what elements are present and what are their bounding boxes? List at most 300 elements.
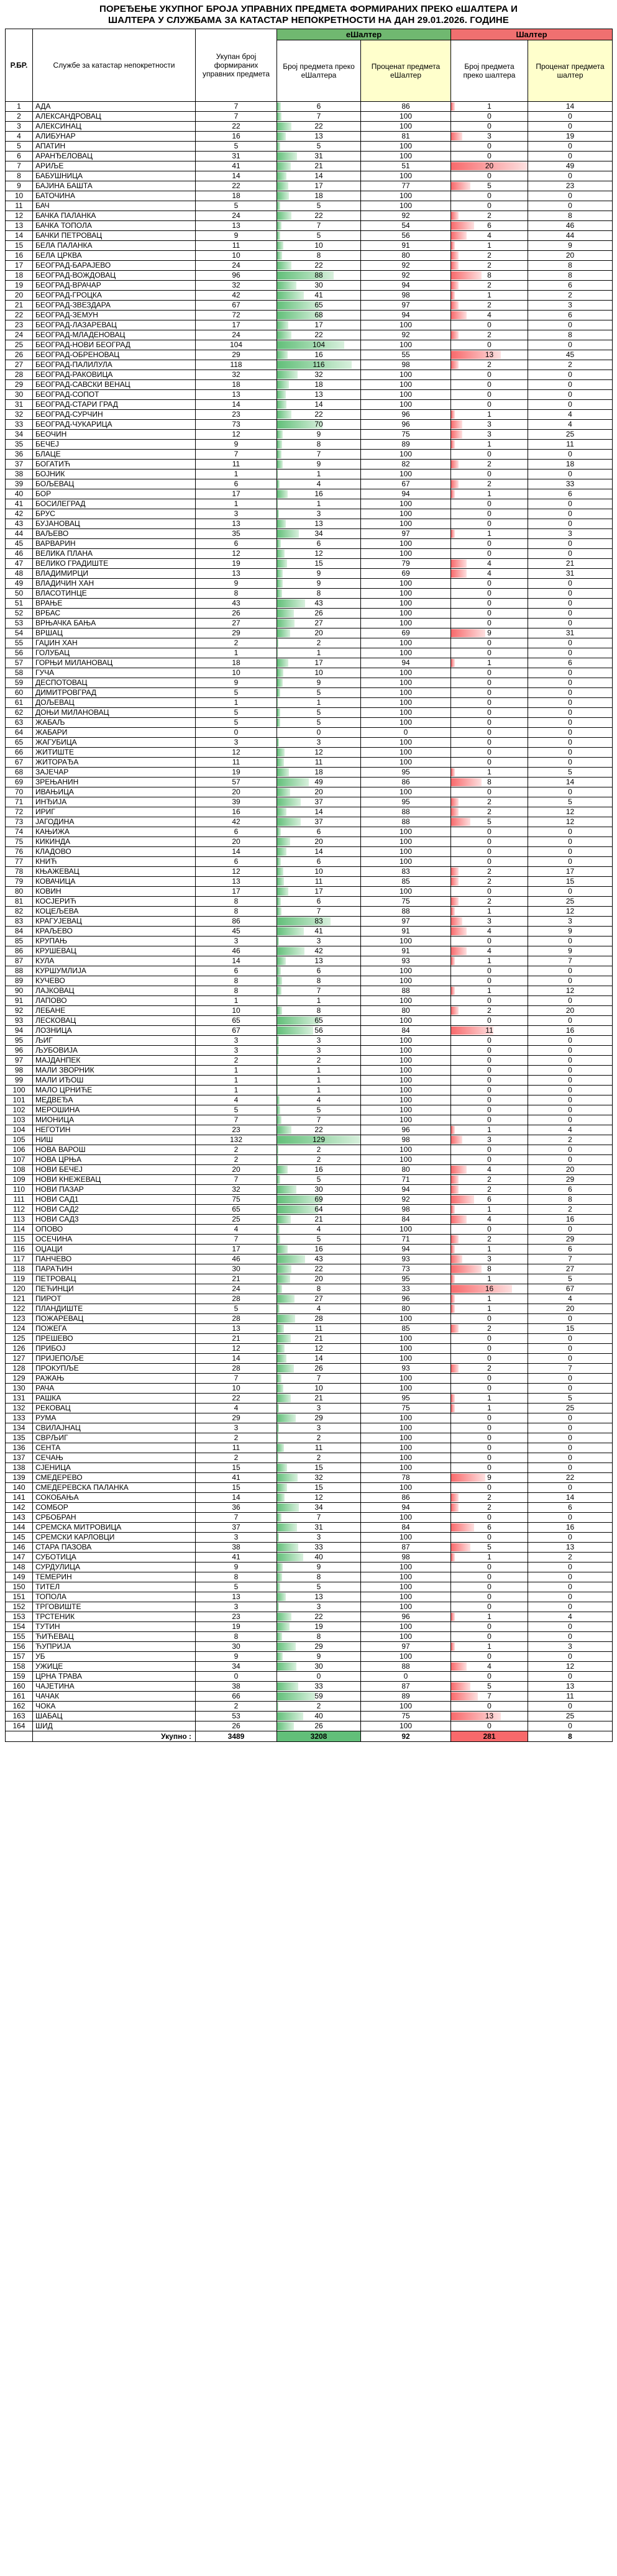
table-row [6,102,613,112]
eshalter-count-value: 9 [316,569,321,578]
shalter-percent: 12 [528,807,613,817]
shalter-percent: 0 [528,171,613,181]
eshalter-percent: 51 [361,161,451,171]
shalter-count [451,350,528,360]
row-number: 26 [6,350,33,360]
shalter-count [451,1503,528,1513]
total-count: 42 [196,817,277,827]
eshalter-count-value: 32 [314,370,323,379]
row-number: 74 [6,827,33,837]
row-number: 67 [6,758,33,768]
eshalter-count [277,1294,361,1304]
eshalter-count-value: 22 [314,211,323,220]
shalter-count-value: 0 [487,390,491,399]
service-name: НОВИ САД1 [33,1195,196,1205]
row-number: 128 [6,1364,33,1374]
row-number: 38 [6,469,33,479]
shalter-count [451,937,528,946]
shalter-count-value: 0 [487,1721,491,1730]
row-number: 131 [6,1394,33,1404]
total-count: 12 [196,1344,277,1354]
total-count: 11 [196,460,277,469]
shalter-count [451,1523,528,1533]
service-name: БОЈНИК [33,469,196,479]
total-count: 10 [196,251,277,261]
service-name: МАЛО ЦРНИЋЕ [33,1086,196,1095]
eshalter-percent: 97 [361,301,451,311]
total-count: 36 [196,1503,277,1513]
row-number: 133 [6,1413,33,1423]
shalter-percent: 15 [528,1324,613,1334]
shalter-count [451,1692,528,1702]
eshalter-count-value: 1 [316,499,321,508]
eshalter-count [277,1334,361,1344]
shalter-count [451,718,528,728]
total-count: 39 [196,797,277,807]
eshalter-count [277,966,361,976]
table-row [6,1066,613,1076]
eshalter-count-value: 83 [314,917,323,925]
total-count: 5 [196,1304,277,1314]
shalter-count [451,489,528,499]
eshalter-percent: 100 [361,758,451,768]
shalter-count [451,927,528,937]
shalter-count-value: 0 [487,1562,491,1571]
shalter-count-value: 3 [487,430,491,438]
table-row [6,748,613,758]
row-number: 156 [6,1642,33,1652]
shalter-count [451,509,528,519]
shalter-percent: 0 [528,599,613,609]
total-count: 23 [196,1612,277,1622]
shalter-count [451,161,528,171]
shalter-count [451,1115,528,1125]
row-number: 23 [6,320,33,330]
shalter-count [451,877,528,887]
eshalter-count [277,1254,361,1264]
eshalter-percent: 91 [361,241,451,251]
shalter-percent: 0 [528,1115,613,1125]
eshalter-percent: 54 [361,221,451,231]
table-row [6,360,613,370]
row-number: 122 [6,1304,33,1314]
total-count: 3 [196,1046,277,1056]
eshalter-percent: 100 [361,450,451,460]
eshalter-count [277,648,361,658]
total-count: 24 [196,1284,277,1294]
eshalter-percent: 80 [361,251,451,261]
shalter-percent: 0 [528,1533,613,1543]
eshalter-count [277,132,361,142]
shalter-percent: 6 [528,658,613,668]
table-row [6,1622,613,1632]
shalter-count [451,768,528,778]
shalter-percent: 0 [528,1056,613,1066]
service-name: ЉУБОВИЈА [33,1046,196,1056]
shalter-percent: 0 [528,678,613,688]
shalter-count [451,311,528,320]
eshalter-count-value: 14 [314,1354,323,1363]
shalter-count-value: 3 [487,917,491,925]
service-name: БЕОГРАД-ОБРЕНОВАЦ [33,350,196,360]
eshalter-count [277,1523,361,1533]
eshalter-percent: 89 [361,440,451,450]
total-count: 29 [196,350,277,360]
eshalter-count-value: 29 [314,1413,323,1422]
eshalter-percent: 100 [361,887,451,897]
eshalter-count [277,1105,361,1115]
table-header [6,29,613,102]
service-name: ЛЕБАНЕ [33,1006,196,1016]
eshalter-percent: 0 [361,1672,451,1682]
eshalter-percent: 78 [361,1473,451,1483]
shalter-percent: 0 [528,1334,613,1344]
eshalter-percent: 93 [361,1254,451,1264]
shalter-count-value: 0 [487,1086,491,1094]
table-row [6,1245,613,1254]
eshalter-count-value: 3 [316,1046,321,1054]
eshalter-count-value: 8 [316,1006,321,1015]
shalter-count-value: 2 [487,1493,491,1502]
total-count: 21 [196,1274,277,1284]
shalter-count [451,817,528,827]
row-number: 63 [6,718,33,728]
row-number: 10 [6,191,33,201]
eshalter-count [277,330,361,340]
row-number: 36 [6,450,33,460]
eshalter-count [277,271,361,281]
eshalter-percent: 100 [361,320,451,330]
eshalter-count-value: 2 [316,1702,321,1710]
shalter-percent: 6 [528,1503,613,1513]
total-count: 2 [196,1145,277,1155]
table-row [6,1483,613,1493]
shalter-count-value: 1 [487,956,491,965]
shalter-count-value: 0 [487,698,491,707]
eshalter-count [277,1612,361,1622]
eshalter-count-value: 0 [316,1672,321,1680]
eshalter-percent: 55 [361,350,451,360]
shalter-count-value: 2 [487,330,491,339]
total-count: 1 [196,698,277,708]
shalter-count-value: 1 [487,1553,491,1561]
row-number: 160 [6,1682,33,1692]
eshalter-count [277,1642,361,1652]
total-count: 1 [196,499,277,509]
table-row [6,1672,613,1682]
eshalter-percent: 100 [361,966,451,976]
service-name: БОЉЕВАЦ [33,479,196,489]
eshalter-percent: 75 [361,430,451,440]
table-row [6,1135,613,1145]
row-number: 6 [6,152,33,161]
eshalter-count [277,152,361,161]
shalter-count-value: 1 [487,291,491,299]
eshalter-count [277,1235,361,1245]
shalter-count-value: 0 [487,1463,491,1472]
eshalter-percent: 100 [361,469,451,479]
table-row [6,370,613,380]
eshalter-percent: 87 [361,1543,451,1553]
service-name: ПАРАЋИН [33,1264,196,1274]
total-count: 23 [196,410,277,420]
shalter-count [451,1076,528,1086]
shalter-count-value: 0 [487,708,491,717]
eshalter-percent: 95 [361,768,451,778]
eshalter-count [277,420,361,430]
table-row [6,1264,613,1274]
service-name: КЛАДОВО [33,847,196,857]
eshalter-percent: 100 [361,976,451,986]
shalter-count-value: 3 [487,420,491,429]
shalter-count-value: 0 [487,1602,491,1611]
eshalter-count-value: 13 [314,390,323,399]
eshalter-count-value: 64 [314,1205,323,1213]
eshalter-percent: 92 [361,271,451,281]
eshalter-percent: 100 [361,1056,451,1066]
service-name: БУЈАНОВАЦ [33,519,196,529]
eshalter-count [277,231,361,241]
eshalter-count-value: 22 [314,1264,323,1273]
eshalter-count-value: 40 [314,1553,323,1561]
shalter-count-value: 2 [487,797,491,806]
table-row [6,837,613,847]
eshalter-count [277,400,361,410]
shalter-count [451,1642,528,1652]
shalter-count [451,320,528,330]
table-row [6,877,613,887]
table-row [6,1125,613,1135]
eshalter-count-value: 7 [316,1115,321,1124]
service-name: РАЖАЊ [33,1374,196,1384]
shalter-percent: 0 [528,142,613,152]
table-row [6,1503,613,1513]
eshalter-count-value: 9 [316,1562,321,1571]
total-count: 2 [196,1056,277,1066]
service-name: БОСИЛЕГРАД [33,499,196,509]
total-count: 18 [196,380,277,390]
eshalter-count-value: 3 [316,1602,321,1611]
eshalter-count-value: 1 [316,1076,321,1084]
table-row [6,1473,613,1483]
service-name: СЕНТА [33,1443,196,1453]
eshalter-percent: 100 [361,519,451,529]
eshalter-percent: 71 [361,1235,451,1245]
shalter-count-value: 1 [487,1205,491,1213]
row-number: 45 [6,539,33,549]
shalter-count [451,996,528,1006]
eshalter-percent: 100 [361,1145,451,1155]
shalter-count-value: 0 [487,191,491,200]
service-name: КУЧЕВО [33,976,196,986]
total-count: 9 [196,678,277,688]
shalter-percent: 8 [528,330,613,340]
row-number: 2 [6,112,33,122]
table-row [6,658,613,668]
row-number: 46 [6,549,33,559]
shalter-count-value: 4 [487,559,491,568]
table-row [6,142,613,152]
shalter-count-value: 1 [487,768,491,776]
service-name: МАЈДАНПЕК [33,1056,196,1066]
service-name: ГАЏИН ХАН [33,638,196,648]
table-row [6,171,613,181]
total-count: 53 [196,1712,277,1721]
shalter-count-value: 0 [487,1652,491,1661]
eshalter-count [277,748,361,758]
eshalter-count [277,1443,361,1453]
shalter-count [451,738,528,748]
report [5,4,612,1742]
shalter-count [451,1205,528,1215]
shalter-count [451,1324,528,1334]
service-name: ЖИТИШТЕ [33,748,196,758]
service-name: КРУПАЊ [33,937,196,946]
eshalter-count [277,529,361,539]
total-count: 12 [196,748,277,758]
total-count: 6 [196,857,277,867]
shalter-percent: 25 [528,1712,613,1721]
shalter-count [451,589,528,599]
service-name: НОВИ ПАЗАР [33,1185,196,1195]
eshalter-percent: 100 [361,1036,451,1046]
shalter-count-value: 3 [487,1135,491,1144]
eshalter-percent: 100 [361,1423,451,1433]
eshalter-count-value: 10 [314,1384,323,1392]
shalter-count-value: 2 [487,807,491,816]
eshalter-count-value: 40 [314,1712,323,1720]
table-row [6,1572,613,1582]
eshalter-percent: 98 [361,1553,451,1562]
service-name: ПИРОТ [33,1294,196,1304]
eshalter-count-value: 8 [316,1632,321,1641]
row-number: 54 [6,628,33,638]
shalter-count [451,112,528,122]
total-count: 57 [196,778,277,787]
service-name: КОВАЧИЦА [33,877,196,887]
row-number: 155 [6,1632,33,1642]
eshalter-count-value: 5 [316,1105,321,1114]
shalter-count [451,907,528,917]
total-count: 6 [196,479,277,489]
eshalter-count [277,380,361,390]
shalter-count [451,261,528,271]
eshalter-count-value: 2 [316,1056,321,1064]
shalter-count-value: 8 [487,778,491,786]
shalter-count [451,1165,528,1175]
shalter-percent: 4 [528,420,613,430]
service-name: НОВА ЦРЊА [33,1155,196,1165]
shalter-count [451,1374,528,1384]
row-number: 73 [6,817,33,827]
shalter-percent: 0 [528,400,613,410]
eshalter-count [277,1622,361,1632]
row-number: 3 [6,122,33,132]
row-number: 107 [6,1155,33,1165]
service-name: ПЕЋИНЦИ [33,1284,196,1294]
total-count: 22 [196,181,277,191]
eshalter-count-value: 21 [314,1334,323,1343]
eshalter-percent: 98 [361,1135,451,1145]
eshalter-count [277,619,361,628]
total-count: 3 [196,1533,277,1543]
shalter-count [451,807,528,817]
eshalter-percent: 100 [361,142,451,152]
shalter-percent: 3 [528,301,613,311]
eshalter-percent: 100 [361,718,451,728]
row-number: 53 [6,619,33,628]
eshalter-count [277,728,361,738]
table-row [6,519,613,529]
shalter-count-value: 3 [487,1254,491,1263]
eshalter-count [277,1195,361,1205]
shalter-count-value: 0 [487,1225,491,1233]
eshalter-count [277,1354,361,1364]
eshalter-count [277,1682,361,1692]
total-count: 32 [196,1185,277,1195]
eshalter-percent: 84 [361,1026,451,1036]
eshalter-count [277,1503,361,1513]
table-row [6,1016,613,1026]
totals-label: Укупно : [33,1731,196,1742]
eshalter-count [277,241,361,251]
shalter-percent: 49 [528,161,613,171]
shalter-count-value: 2 [487,460,491,468]
shalter-count [451,171,528,181]
shalter-count-value: 0 [487,638,491,647]
shalter-count-value: 13 [485,1712,494,1720]
service-name: СЈЕНИЦА [33,1463,196,1473]
row-number: 13 [6,221,33,231]
shalter-count-value: 1 [487,410,491,419]
shalter-count [451,291,528,301]
eshalter-count-value: 116 [313,360,325,369]
shalter-count [451,1086,528,1095]
eshalter-count-value: 43 [314,1254,323,1263]
total-count: 0 [196,1672,277,1682]
eshalter-count [277,410,361,420]
shalter-count-value: 4 [487,927,491,935]
row-number: 98 [6,1066,33,1076]
shalter-percent: 0 [528,539,613,549]
total-count: 66 [196,1692,277,1702]
total-count: 7 [196,1513,277,1523]
shalter-count-value: 2 [487,1503,491,1512]
eshalter-percent: 77 [361,181,451,191]
shalter-count [451,1652,528,1662]
shalter-count [451,330,528,340]
shalter-count [451,380,528,390]
totals-e-pct: 92 [361,1731,451,1742]
totals-s-pct: 8 [528,1731,613,1742]
total-count: 7 [196,102,277,112]
table-row [6,499,613,509]
table-row [6,1334,613,1344]
row-number: 117 [6,1254,33,1264]
eshalter-count-value: 70 [314,420,323,429]
eshalter-count [277,1493,361,1503]
total-count: 45 [196,927,277,937]
eshalter-count [277,360,361,370]
shalter-count [451,1592,528,1602]
service-name: БАЧКА ПАЛАНКА [33,211,196,221]
shalter-count [451,1702,528,1712]
shalter-percent: 9 [528,946,613,956]
shalter-percent: 0 [528,1513,613,1523]
shalter-count [451,1423,528,1433]
shalter-count [451,619,528,628]
eshalter-count [277,499,361,509]
